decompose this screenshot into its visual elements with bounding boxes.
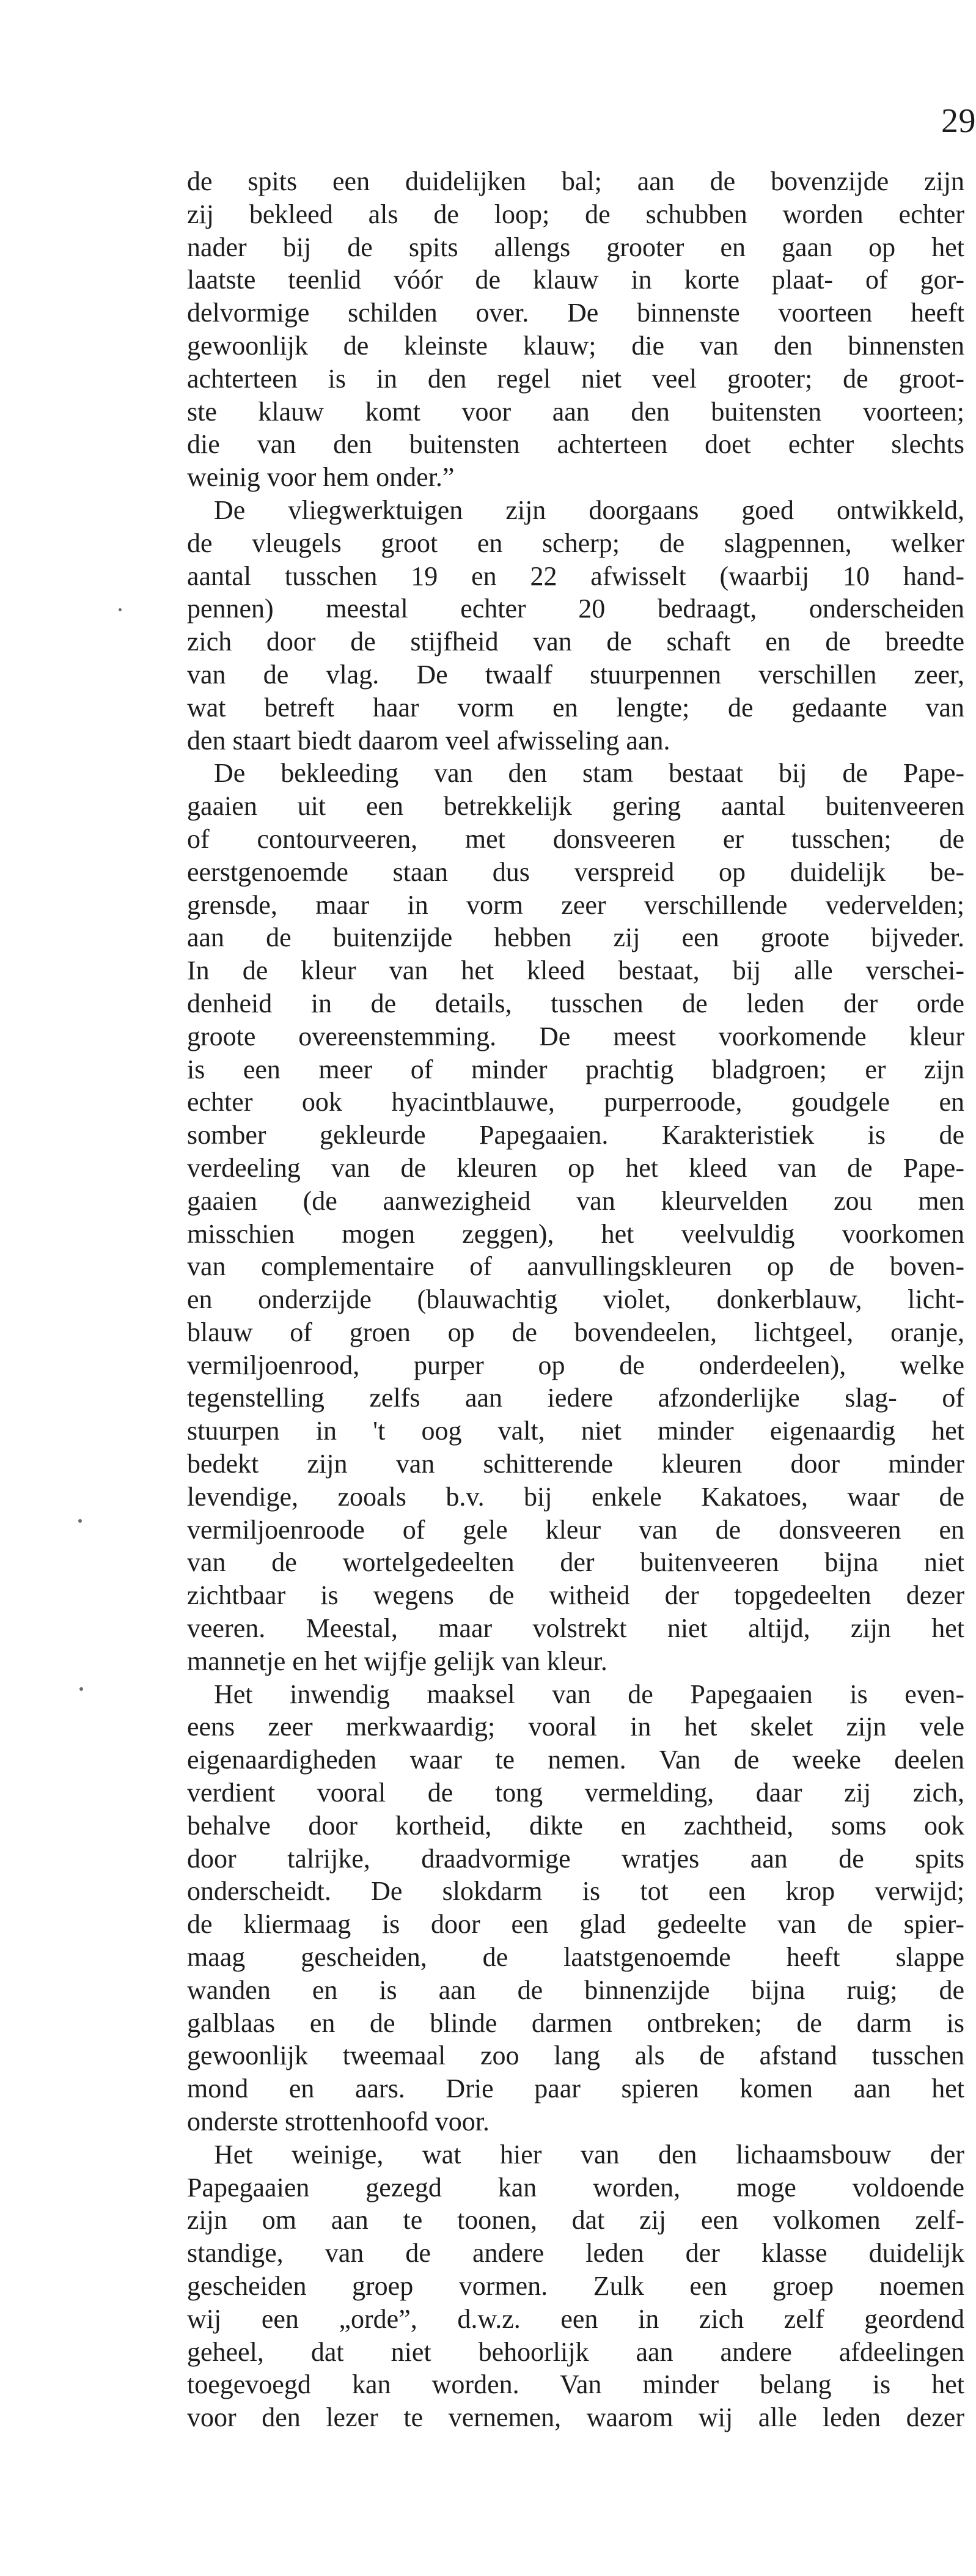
text-line: zichtbaar is wegens de witheid der topgedeelten dezer [187, 1580, 964, 1611]
text-line: In de kleur van het kleed bestaat, bij alle verschei- [187, 955, 964, 986]
paragraph-start-line: Het inwendig maaksel van de Papegaaien is even- [214, 1679, 964, 1709]
text-line: weinig voor hem onder.” [187, 462, 455, 493]
text-line: aantal tusschen 19 en 22 afwisselt (waarbij 10 hand- [187, 561, 964, 591]
text-line: de vleugels groot en scherp; de slagpennen, welker [187, 528, 964, 558]
text-line: zij bekleed als de loop; de schubben worden echter [187, 199, 964, 229]
text-line: verdient vooral de tong vermelding, daar zij zich, [187, 1778, 964, 1808]
print-speck [79, 1687, 83, 1691]
text-line: wanden en is aan de binnenzijde bijna ruig; de [187, 1974, 964, 2005]
text-line: denheid in de details, tusschen de leden der orde [187, 988, 964, 1018]
text-line: blauw of groen op de bovendeelen, lichtgeel, oranje, [187, 1317, 964, 1347]
text-line: somber gekleurde Papegaaien. Karakteristiek is de [187, 1120, 964, 1150]
text-line: en onderzijde (blauwachtig violet, donkerblauw, licht- [187, 1284, 964, 1315]
text-line: gewoonlijk tweemaal zoo lang als de afstand tusschen [187, 2041, 964, 2071]
body-text [187, 165, 964, 2434]
text-line: eerstgenoemde staan dus verspreid op duidelijk be- [187, 856, 964, 887]
text-line: behalve door kortheid, dikte en zachtheid, soms ook [187, 1810, 964, 1841]
text-line: grensde, maar in vorm zeer verschillende vedervelden; [187, 889, 964, 920]
text-line: wat betreft haar vorm en lengte; de gedaante van [187, 692, 964, 723]
paragraph-start-line: De bekleeding van den stam bestaat bij de Pape- [214, 758, 964, 789]
text-line: die van den buitensten achterteen doet echter slechts [187, 429, 964, 460]
paragraph-start-line: De vliegwerktuigen zijn doorgaans goed ontwikkeld, [214, 495, 964, 525]
text-line: zijn om aan te toonen, dat zij een volkomen zelf- [187, 2205, 964, 2236]
text-line: eens zeer merkwaardig; vooral in het skelet zijn vele [187, 1712, 964, 1742]
text-line: gescheiden groep vormen. Zulk een groep noemen [187, 2271, 964, 2301]
text-line: galblaas en de blinde darmen ontbreken; de darm is [187, 2007, 964, 2038]
text-line: door talrijke, draadvormige wratjes aan de spits [187, 1843, 964, 1874]
text-line: vermiljoenroode of gele kleur van de donsveeren en [187, 1514, 964, 1545]
text-line: of contourveeren, met donsveeren er tusschen; de [187, 823, 964, 854]
text-line: ste klauw komt voor aan den buitensten voorteen; [187, 396, 964, 427]
text-line: misschien mogen zeggen), het veelvuldig voorkomen [187, 1218, 964, 1249]
text-line: echter ook hyacintblauwe, purperroode, goudgele en [187, 1087, 964, 1117]
text-line: toegevoegd kan worden. Van minder belang is het [187, 2369, 964, 2400]
text-line: bedekt zijn van schitterende kleuren door minder [187, 1449, 964, 1479]
text-line: geheel, dat niet behoorlijk aan andere afdeelingen [187, 2336, 964, 2367]
text-line: gaaien uit een betrekkelijk gering aantal buitenveeren [187, 791, 964, 822]
text-line: onderste strottenhoofd voor. [187, 2107, 490, 2137]
text-line: Papegaaien gezegd kan worden, moge voldoende [187, 2172, 964, 2202]
paragraph-start-line: Het weinige, wat hier van den lichaamsbouw der [214, 2139, 964, 2169]
text-line: is een meer of minder prachtig bladgroen; er zijn [187, 1054, 964, 1084]
text-line: van de wortelgedeelten der buitenveeren bijna niet [187, 1547, 964, 1578]
text-line: nader bij de spits allengs grooter en gaan op het [187, 232, 964, 262]
text-line: gewoonlijk de kleinste klauw; die van den binnensten [187, 330, 964, 361]
text-line: veeren. Meestal, maar volstrekt niet altijd, zijn het [187, 1613, 964, 1644]
text-line: de spits een duidelijken bal; aan de bovenzijde zijn [187, 166, 964, 196]
text-line: voor den lezer te vernemen, waarom wij alle leden dezer [187, 2402, 964, 2433]
text-line: van complementaire of aanvullingskleuren op de boven- [187, 1251, 964, 1282]
text-line: tegenstelling zelfs aan iedere afzonderlijke slag- of [187, 1383, 964, 1413]
text-line: mond en aars. Drie paar spieren komen aan het [187, 2074, 964, 2104]
text-line: den staart biedt daarom veel afwisseling aan. [187, 725, 670, 756]
print-speck [119, 608, 122, 611]
text-line: zich door de stijfheid van de schaft en de breedte [187, 627, 964, 657]
text-line: de kliermaag is door een glad gedeelte van de spier- [187, 1909, 964, 1940]
text-line: maag gescheiden, de laatstgenoemde heeft slappe [187, 1942, 964, 1973]
text-line: eigenaardigheden waar te nemen. Van de weeke deelen [187, 1745, 964, 1775]
text-line: verdeeling van de kleuren op het kleed van de Pape- [187, 1152, 964, 1183]
text-line: van de vlag. De twaalf stuurpennen verschillen zeer, [187, 659, 964, 690]
text-line: groote overeenstemming. De meest voorkomende kleur [187, 1021, 964, 1051]
text-line: aan de buitenzijde hebben zij een groote bijveder. [187, 922, 964, 953]
text-line: stuurpen in 't oog valt, niet minder eigenaardig het [187, 1416, 964, 1446]
text-line: standige, van de andere leden der klasse duidelijk [187, 2238, 964, 2269]
page-number: 29 [941, 102, 976, 140]
text-line: mannetje en het wijfje gelijk van kleur. [187, 1646, 607, 1676]
text-line: gaaien (de aanwezigheid van kleurvelden zou men [187, 1185, 964, 1216]
print-speck [78, 1519, 82, 1523]
text-line: levendige, zooals b.v. bij enkele Kakatoes, waar de [187, 1481, 964, 1512]
text-line: vermiljoenrood, purper op de onderdeelen), welke [187, 1350, 964, 1380]
text-line: laatste teenlid vóór de klauw in korte plaat- of gor- [187, 265, 964, 295]
text-line: onderscheidt. De slokdarm is tot een krop verwijd; [187, 1876, 964, 1907]
text-line: wij een „orde”, d.w.z. een in zich zelf geordend [187, 2303, 964, 2334]
text-line: achterteen is in den regel niet veel grooter; de groot- [187, 363, 964, 394]
text-line: pennen) meestal echter 20 bedraagt, onderscheiden [187, 594, 964, 624]
text-line: delvormige schilden over. De binnenste voorteen heeft [187, 298, 964, 328]
